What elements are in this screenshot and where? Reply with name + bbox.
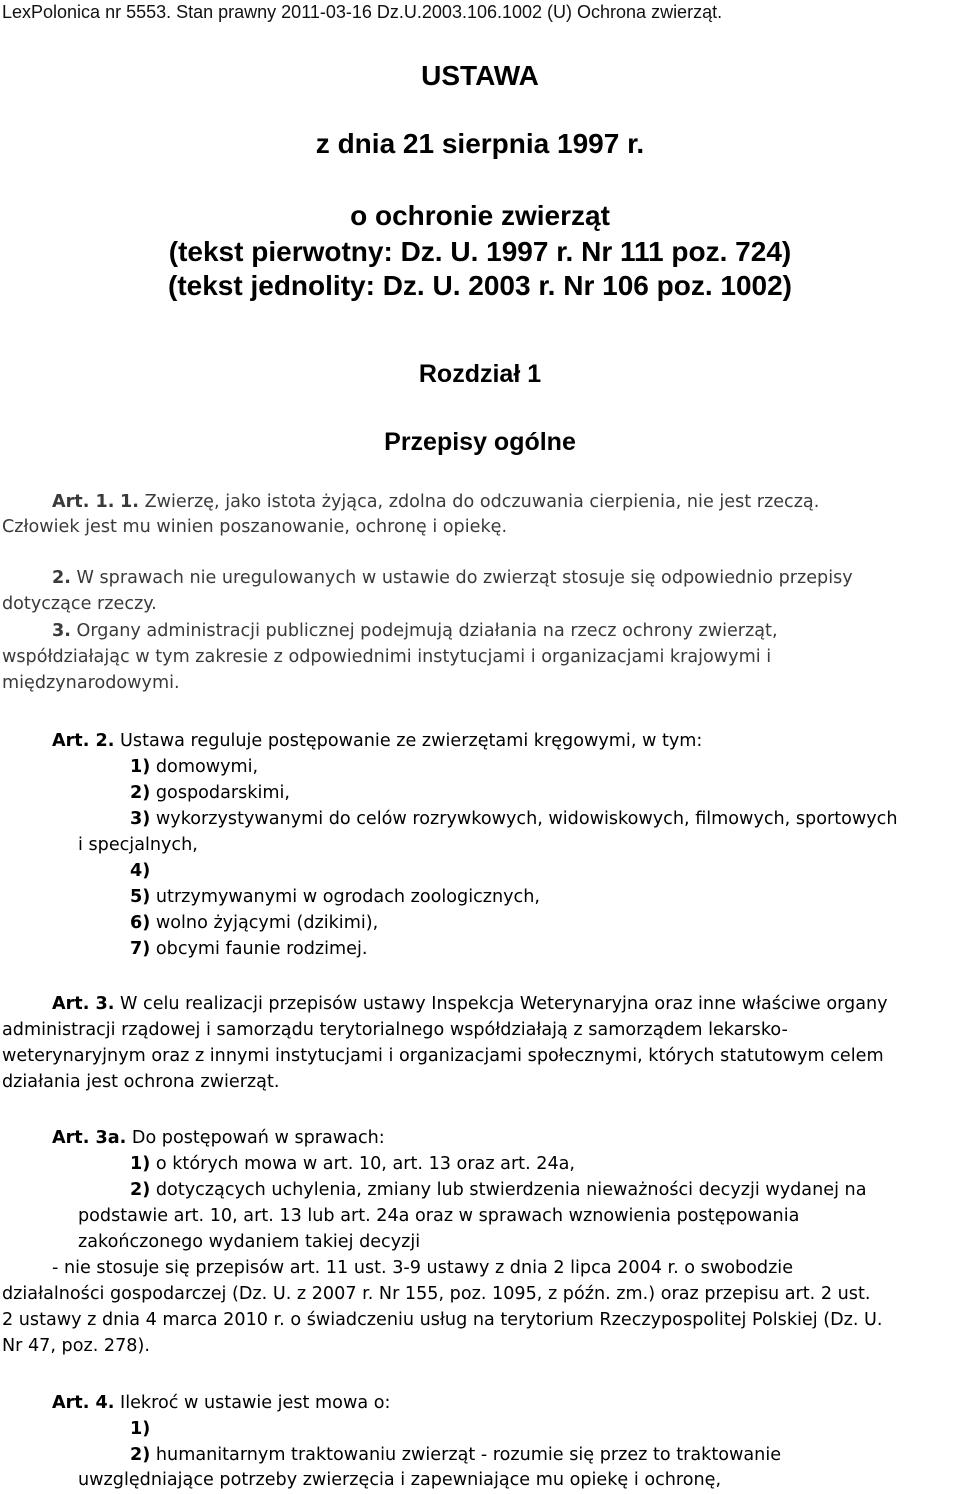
art3a-tail-1: - nie stosuje się przepisów art. 11 ust. 3-9 ustawy z dnia 2 lipca 2004 r. o swobodzie: [52, 1258, 794, 1278]
art2-item: [130, 889, 540, 907]
art3-label: Art. 3.: [52, 994, 115, 1014]
art3a-label: Art. 3a.: [52, 1128, 127, 1148]
art2-item-number: 2): [130, 783, 151, 803]
chapter-name: Przepisy ogólne: [384, 428, 576, 456]
art2-item-number: 4): [130, 861, 151, 881]
art1-p1-continuation: Człowiek jest mu winien poszanowanie, ochronę i opiekę.: [2, 517, 508, 537]
art4-item2-number: 2): [130, 1445, 151, 1465]
art4-intro-text: Ilekroć w ustawie jest mowa o:: [120, 1393, 391, 1413]
art1-p3-continuation-1: współdziałając w tym zakresie z odpowiednimi instytucjami i organizacjami krajowymi i: [2, 647, 772, 667]
art2-item-number: 5): [130, 887, 151, 907]
document-header: LexPolonica nr 5553. Stan prawny 2011-03-16 Dz.U.2003.106.1002 (U) Ochrona zwierząt.: [2, 2, 723, 22]
art3-continuation-3: działania jest ochrona zwierząt.: [2, 1072, 280, 1092]
art2-item: [130, 759, 258, 777]
act-type-title: USTAWA: [421, 60, 539, 91]
art2-label: Art. 2.: [52, 731, 115, 751]
art2-item-number: 3): [130, 809, 151, 829]
art2-item: [130, 915, 378, 933]
art2-item-text: gospodarskimi,: [155, 783, 290, 803]
art4-item1: [130, 1421, 150, 1439]
art4-item1-number: 1): [130, 1419, 151, 1439]
art3-continuation-1: administracji rządowej i samorządu terytorialnego współdziałają z samorządem lekarsko-: [2, 1020, 788, 1040]
art1-p2-number: 2.: [52, 568, 71, 588]
art2-intro: [52, 733, 702, 751]
art1-paragraph2: [52, 570, 853, 588]
art3a-item2-text: dotyczących uchylenia, zmiany lub stwierdzenia nieważności decyzji wydanej na: [155, 1180, 867, 1200]
art1-p1-number: 1.: [120, 492, 139, 512]
art1-p1-text: Zwierzę, jako istota żyjąca, zdolna do odczuwania cierpienia, nie jest rzeczą.: [144, 492, 820, 512]
art4-item2-continuation: uwzględniające potrzeby zwierzęcia i zapewniające mu opiekę i ochronę,: [78, 1470, 722, 1490]
art4-item2: [130, 1447, 781, 1465]
art1-p3-continuation-2: międzynarodowymi.: [2, 673, 180, 693]
art3a-item1: [130, 1156, 575, 1174]
art2-item-number: 7): [130, 939, 151, 959]
art2-item: [130, 811, 898, 829]
art3-continuation-2: weterynaryjnym oraz z innymi instytucjami i organizacjami społecznymi, których statutowym celem: [2, 1046, 884, 1066]
art3a-item2-number: 2): [130, 1180, 151, 1200]
art1-p3-text: Organy administracji publicznej podejmują działania na rzecz ochrony zwierząt,: [76, 621, 778, 641]
art3-paragraph: [52, 996, 888, 1014]
art1-p2-continuation: dotyczące rzeczy.: [2, 594, 157, 614]
art3a-tail-2: działalności gospodarczej (Dz. U. z 2007 r. Nr 155, poz. 1095, z późn. zm.) oraz przepisu art. 2 ust.: [2, 1284, 871, 1304]
art3a-item2: [130, 1182, 866, 1200]
art2-item: [130, 863, 150, 881]
art1-p2-text: W sprawach nie uregulowanych w ustawie do zwierząt stosuje się odpowiednio przepisy: [76, 568, 853, 588]
act-original-text-ref: (tekst pierwotny: Dz. U. 1997 r. Nr 111 poz. 724): [168, 236, 792, 267]
art4-label: Art. 4.: [52, 1393, 115, 1413]
chapter-number: Rozdział 1: [418, 360, 542, 388]
art2-item-text: utrzymywanymi w ogrodach zoologicznych,: [155, 887, 540, 907]
art1-paragraph3: [52, 623, 778, 641]
art2-item-text: domowymi,: [155, 757, 259, 777]
art3a-item2-continuation-1: podstawie art. 10, art. 13 lub art. 24a oraz w sprawach wznowienia postępowania: [78, 1206, 800, 1226]
art3a-item1-number: 1): [130, 1154, 151, 1174]
art2-item: [130, 785, 290, 803]
art2-intro-text: Ustawa reguluje postępowanie ze zwierzętami kręgowymi, w tym:: [120, 731, 703, 751]
art3a-item1-text: o których mowa w art. 10, art. 13 oraz art. 24a,: [155, 1154, 576, 1174]
act-subject: o ochronie zwierząt: [350, 200, 610, 231]
art4-intro: [52, 1395, 390, 1413]
art4-item2-text: humanitarnym traktowaniu zwierząt - rozumie się przez to traktowanie: [155, 1445, 782, 1465]
art3a-intro: [52, 1130, 385, 1148]
art2-item-text: obcymi faunie rodzimej.: [155, 939, 368, 959]
art3a-tail-3: 2 ustawy z dnia 4 marca 2010 r. o świadczeniu usług na terytorium Rzeczypospolitej Polskiej (Dz. U.: [2, 1310, 883, 1330]
art1-p3-number: 3.: [52, 621, 71, 641]
art2-item-text: wykorzystywanymi do celów rozrywkowych, widowiskowych, filmowych, sportowych: [155, 809, 898, 829]
art2-item: [130, 941, 367, 959]
art2-item-text: wolno żyjącymi (dzikimi),: [155, 913, 379, 933]
art3-text: W celu realizacji przepisów ustawy Inspekcja Weterynaryjna oraz inne właściwe organy: [120, 994, 888, 1014]
art2-item-number: 6): [130, 913, 151, 933]
art1-label: Art. 1.: [52, 492, 115, 512]
art2-item-number: 1): [130, 757, 151, 777]
art3a-intro-text: Do postępowań w sprawach:: [131, 1128, 385, 1148]
act-date: z dnia 21 sierpnia 1997 r.: [315, 128, 645, 159]
art3a-item2-continuation-2: zakończonego wydaniem takiej decyzji: [78, 1232, 421, 1252]
act-consolidated-text-ref: (tekst jednolity: Dz. U. 2003 r. Nr 106 poz. 1002): [168, 270, 792, 301]
art3a-tail-4: Nr 47, poz. 278).: [2, 1336, 150, 1356]
art2-item-continuation: i specjalnych,: [78, 835, 198, 855]
art1-paragraph1: [52, 494, 819, 512]
